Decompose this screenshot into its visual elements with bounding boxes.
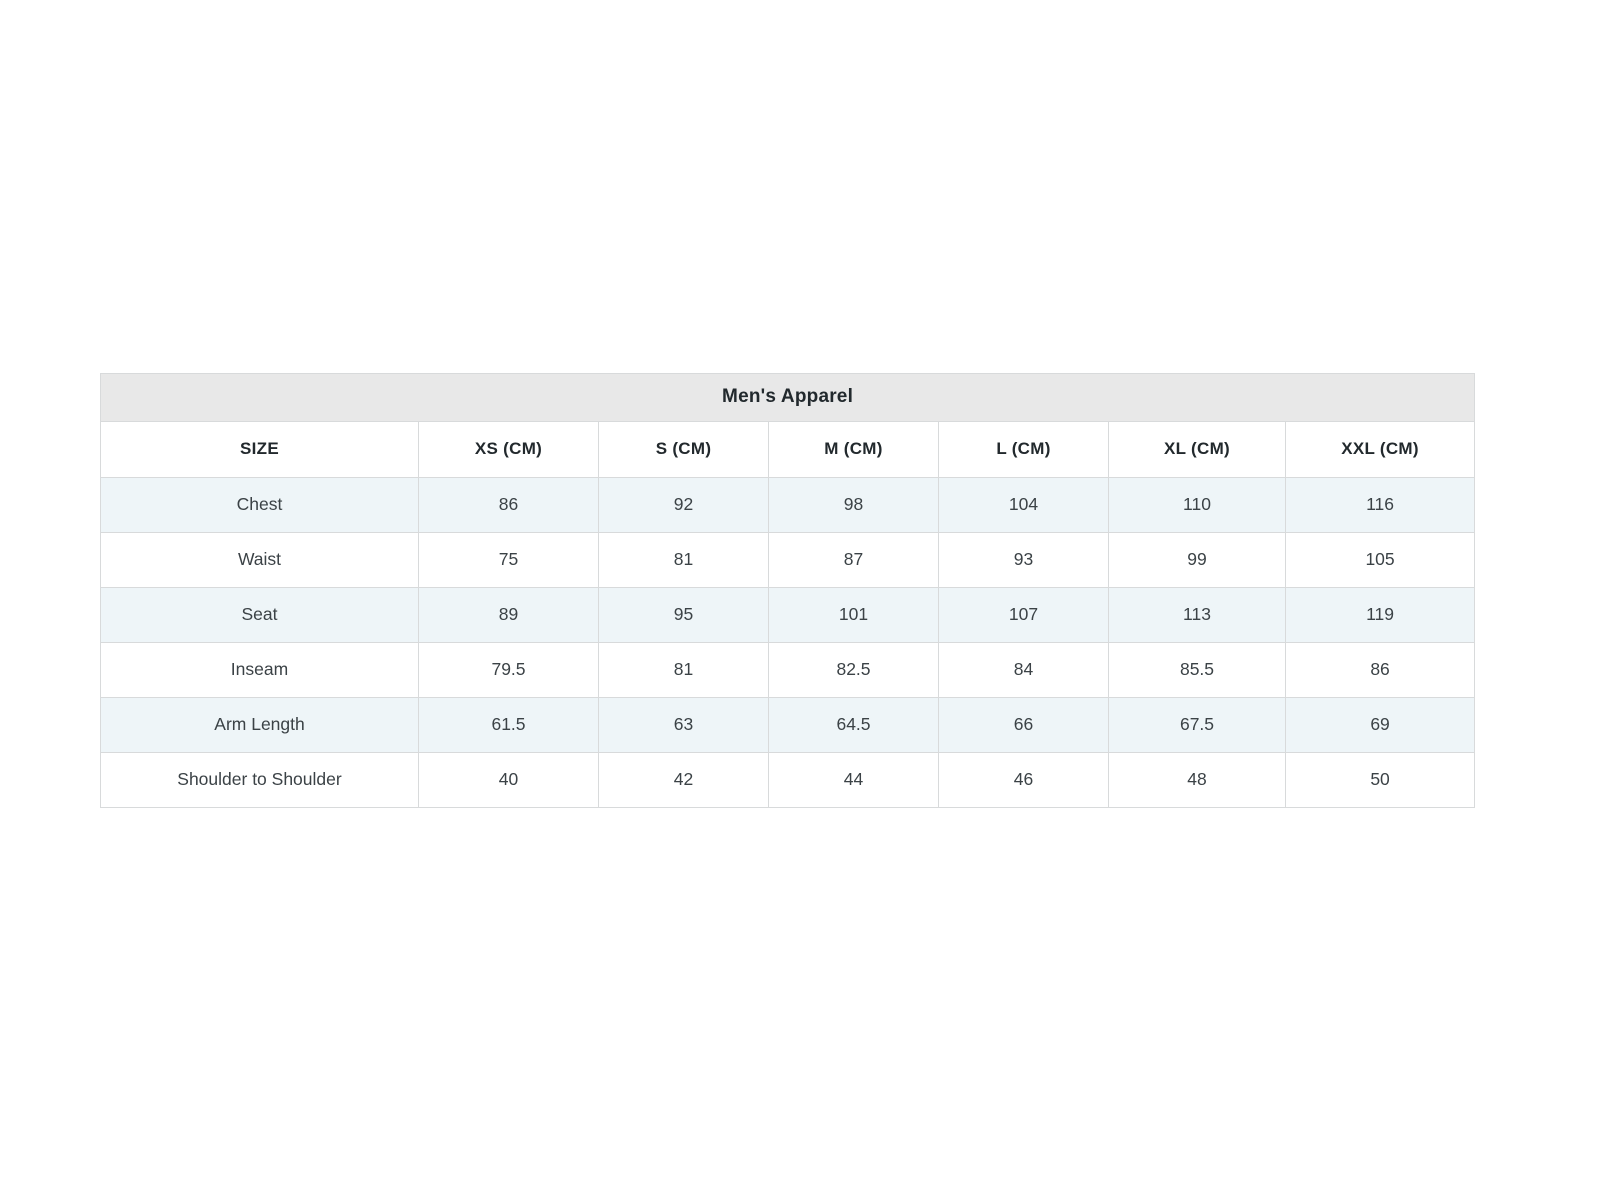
table-row — [101, 643, 1475, 698]
cell-value: 50 — [1286, 753, 1475, 808]
row-label: Waist — [101, 533, 419, 588]
cell-value: 48 — [1109, 753, 1286, 808]
row-label: Inseam — [101, 643, 419, 698]
cell-value: 44 — [769, 753, 939, 808]
cell-value: 87 — [769, 533, 939, 588]
table-row — [101, 533, 1475, 588]
cell-value: 81 — [599, 643, 769, 698]
cell-value: 89 — [419, 588, 599, 643]
column-header-l: L (CM) — [939, 422, 1109, 478]
column-header-m: M (CM) — [769, 422, 939, 478]
cell-value: 67.5 — [1109, 698, 1286, 753]
cell-value: 116 — [1286, 478, 1475, 533]
cell-value: 86 — [419, 478, 599, 533]
table-row — [101, 588, 1475, 643]
cell-value: 99 — [1109, 533, 1286, 588]
cell-value: 84 — [939, 643, 1109, 698]
cell-value: 79.5 — [419, 643, 599, 698]
cell-value: 110 — [1109, 478, 1286, 533]
cell-value: 40 — [419, 753, 599, 808]
cell-value: 95 — [599, 588, 769, 643]
cell-value: 75 — [419, 533, 599, 588]
table-row — [101, 478, 1475, 533]
column-header-xs: XS (CM) — [419, 422, 599, 478]
table-title-row — [101, 374, 1475, 422]
cell-value: 85.5 — [1109, 643, 1286, 698]
cell-value: 69 — [1286, 698, 1475, 753]
cell-value: 104 — [939, 478, 1109, 533]
table-row — [101, 753, 1475, 808]
cell-value: 101 — [769, 588, 939, 643]
cell-value: 42 — [599, 753, 769, 808]
cell-value: 81 — [599, 533, 769, 588]
cell-value: 92 — [599, 478, 769, 533]
column-header-xxl: XXL (CM) — [1286, 422, 1475, 478]
cell-value: 86 — [1286, 643, 1475, 698]
row-label: Chest — [101, 478, 419, 533]
cell-value: 82.5 — [769, 643, 939, 698]
table-row — [101, 698, 1475, 753]
column-header-s: S (CM) — [599, 422, 769, 478]
size-chart-container — [100, 373, 1474, 808]
size-chart-table — [100, 373, 1475, 808]
cell-value: 46 — [939, 753, 1109, 808]
table-title: Men's Apparel — [101, 374, 1475, 422]
cell-value: 93 — [939, 533, 1109, 588]
cell-value: 105 — [1286, 533, 1475, 588]
cell-value: 107 — [939, 588, 1109, 643]
cell-value: 61.5 — [419, 698, 599, 753]
cell-value: 98 — [769, 478, 939, 533]
row-label: Arm Length — [101, 698, 419, 753]
cell-value: 64.5 — [769, 698, 939, 753]
table-header-row — [101, 422, 1475, 478]
row-label: Shoulder to Shoulder — [101, 753, 419, 808]
column-header-size: SIZE — [101, 422, 419, 478]
column-header-xl: XL (CM) — [1109, 422, 1286, 478]
cell-value: 63 — [599, 698, 769, 753]
cell-value: 113 — [1109, 588, 1286, 643]
cell-value: 66 — [939, 698, 1109, 753]
cell-value: 119 — [1286, 588, 1475, 643]
row-label: Seat — [101, 588, 419, 643]
